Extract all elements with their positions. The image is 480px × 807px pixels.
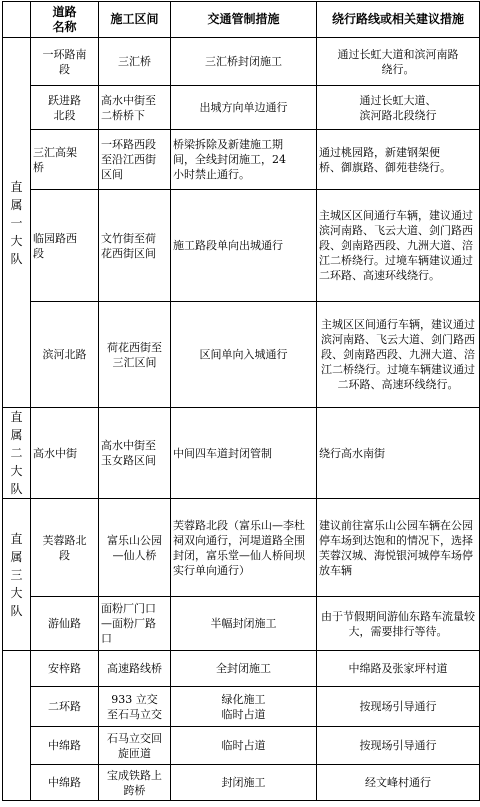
unit-cell: 直 属 一 大 队 [3, 38, 31, 408]
measure-cell: 桥梁拆除及新建施工期 间，全线封闭施工，24 小时禁止通行。 [171, 130, 317, 190]
route-cell: 绕行高水南街 [317, 408, 480, 499]
measure-cell: 芙蓉路北段（富乐山—李杜祠双向通行，河堤道路全围封闭，富乐堂—仙人桥间坝实行单向通行） [171, 499, 317, 597]
route-cell: 通过长虹大道和滨河南路 绕行。 [317, 38, 480, 86]
table-row [3, 651, 480, 687]
section-cell: 荷花西街至 三汇区间 [99, 302, 171, 408]
header-unit [3, 2, 31, 38]
unit-cell: 直 属 二 大 队 [3, 408, 31, 499]
table-row [3, 597, 480, 651]
table-row [3, 302, 480, 408]
measure-cell: 封闭施工 [171, 765, 317, 801]
road-cell: 中绵路 [31, 727, 99, 765]
route-cell: 通过长虹大道、 滨河路北段绕行 [317, 86, 480, 130]
route-cell: 经文峰村通行 [317, 765, 480, 801]
section-cell: 高水中街至 玉女路区间 [99, 408, 171, 499]
route-cell: 中绵路及张家坪村道 [317, 651, 480, 687]
section-cell: 三汇桥 [99, 38, 171, 86]
section-cell: 高水中街至 二桥桥下 [99, 86, 171, 130]
road-cell: 芙蓉路北 段 [31, 499, 99, 597]
route-cell: 由于节假期间游仙东路车流量较大，需要排行等待。 [317, 597, 480, 651]
measure-cell: 绿化施工 临时占道 [171, 687, 317, 727]
route-cell: 按现场引导通行 [317, 727, 480, 765]
header-road-name: 道路 名称 [31, 2, 99, 38]
road-cell: 跃进路 北段 [31, 86, 99, 130]
road-cell: 游仙路 [31, 597, 99, 651]
unit-cell: 直 属 三 大 队 [3, 499, 31, 651]
section-cell: 933 立交 至石马立交 [99, 687, 171, 727]
table-row [3, 408, 480, 499]
measure-cell: 全封闭施工 [171, 651, 317, 687]
header-route: 绕行路线或相关建议措施 [317, 2, 480, 38]
unit-cell [3, 651, 31, 801]
section-cell: 面粉厂门口 —面粉厂路 口 [99, 597, 171, 651]
section-cell: 高速路线桥 [99, 651, 171, 687]
table-row [3, 130, 480, 190]
road-cell: 临园路西 段 [31, 190, 99, 302]
road-cell: 三汇高架 桥 [31, 130, 99, 190]
table-row [3, 190, 480, 302]
route-cell: 主城区区间通行车辆，建议通过滨河南路、飞云大道、剑门路西段、剑南路西段、九洲大道、涪江二桥绕行。过境车辆建议通过二环路、高速环线绕行。 [317, 302, 480, 408]
road-cell: 一环路南 段 [31, 38, 99, 86]
header-measure: 交通管制措施 [171, 2, 317, 38]
measure-cell: 出城方向单边通行 [171, 86, 317, 130]
table-row [3, 687, 480, 727]
measure-cell: 中间四车道封闭管制 [171, 408, 317, 499]
traffic-control-table [2, 1, 480, 801]
route-cell: 主城区区间通行车辆，建议通过滨河南路、飞云大道、剑门路西段、剑南路西段、九洲大道、涪江二桥绕行。过境车辆建议通过二环路、高速环线绕行。 [317, 190, 480, 302]
route-cell: 通过桃园路，新建钢架便 桥、御旗路、御苑巷绕行。 [317, 130, 480, 190]
header-section: 施工区间 [99, 2, 171, 38]
section-cell: 宝成铁路上 跨桥 [99, 765, 171, 801]
route-cell: 建议前往富乐山公园车辆在公园停车场到达饱和的情况下，选择芙蓉汉城、海悦银河城停车场停放车辆 [317, 499, 480, 597]
measure-cell: 施工路段单向出城通行 [171, 190, 317, 302]
road-cell: 安梓路 [31, 651, 99, 687]
table-row [3, 765, 480, 801]
road-cell: 滨河北路 [31, 302, 99, 408]
table-row [3, 499, 480, 597]
measure-cell: 三汇桥封闭施工 [171, 38, 317, 86]
measure-cell: 半幅封闭施工 [171, 597, 317, 651]
section-cell: 一环路西段 至沿江西街 区间 [99, 130, 171, 190]
table-row [3, 86, 480, 130]
table-row [3, 727, 480, 765]
section-cell: 石马立交回 旋匝道 [99, 727, 171, 765]
measure-cell: 临时占道 [171, 727, 317, 765]
road-cell: 二环路 [31, 687, 99, 727]
section-cell: 文竹街至荷 花西街区间 [99, 190, 171, 302]
route-cell: 按现场引导通行 [317, 687, 480, 727]
road-cell: 中绵路 [31, 765, 99, 801]
table-row [3, 38, 480, 86]
road-cell: 高水中街 [31, 408, 99, 499]
section-cell: 富乐山公园 —仙人桥 [99, 499, 171, 597]
measure-cell: 区间单向入城通行 [171, 302, 317, 408]
